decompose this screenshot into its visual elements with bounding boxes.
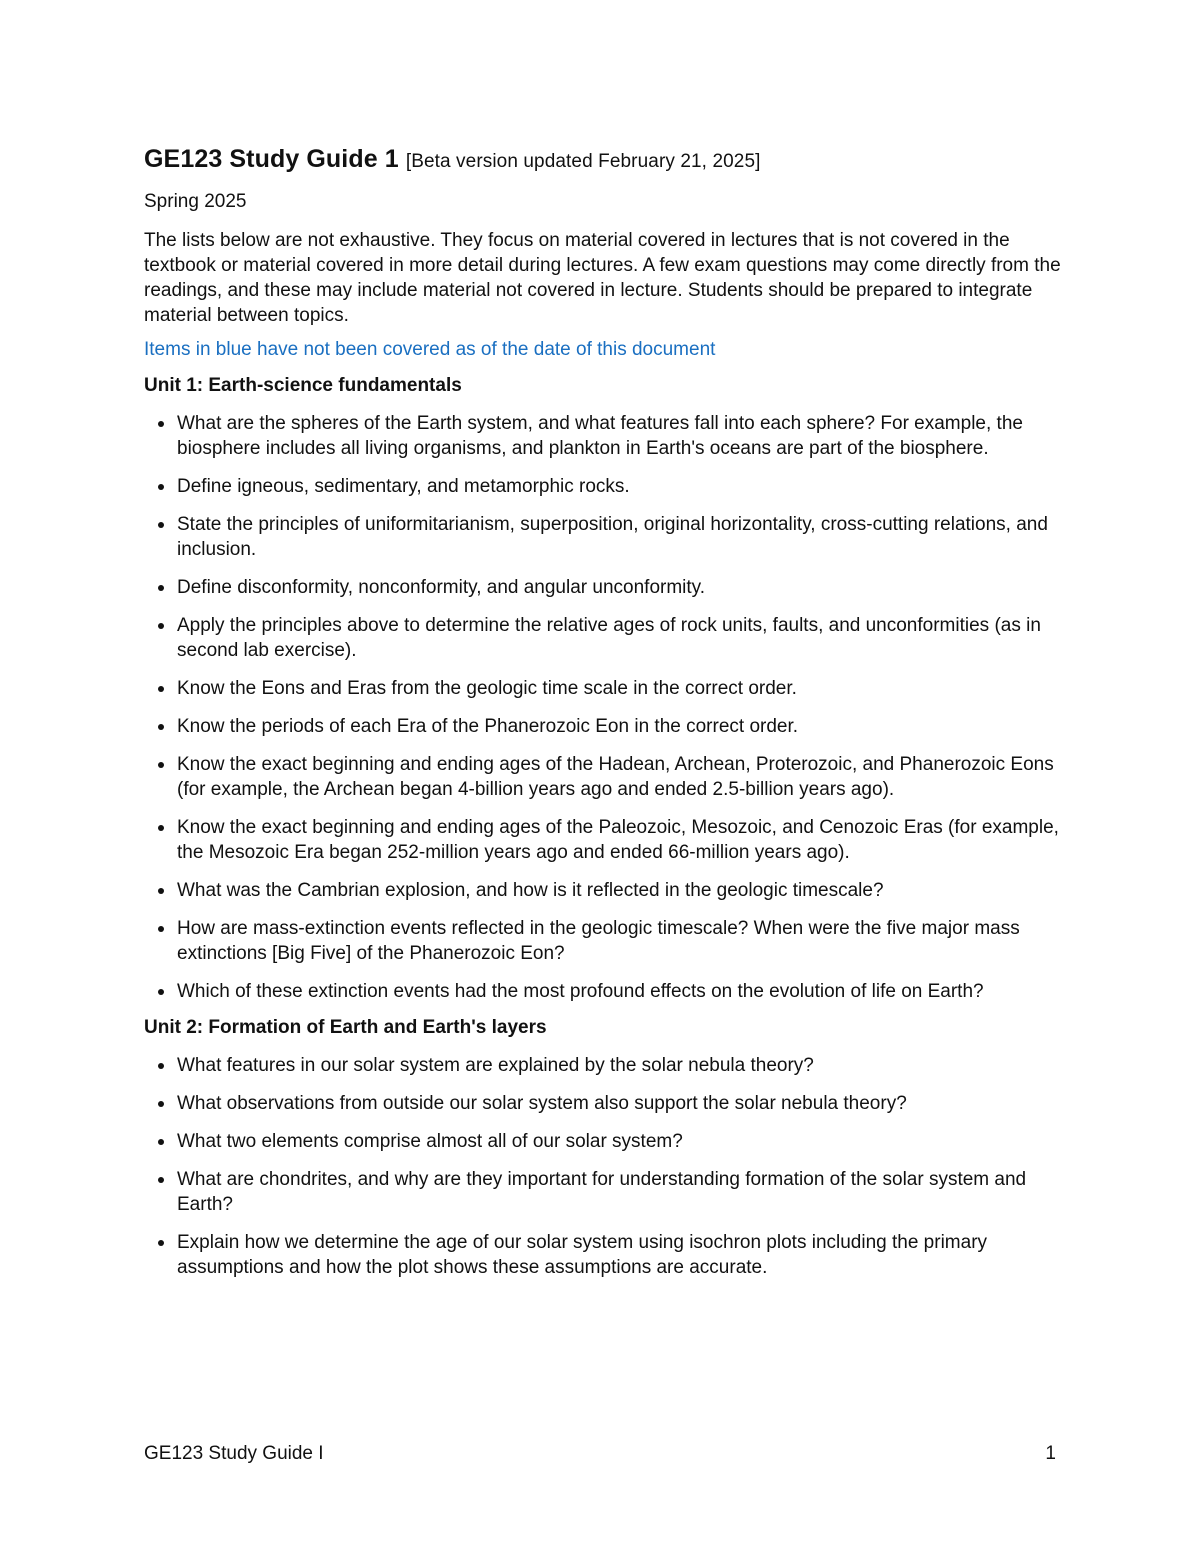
list-item-text: Know the Eons and Eras from the geologic time scale in the correct order.: [177, 678, 797, 699]
bullet-icon: [158, 585, 164, 591]
bullet-icon: [158, 484, 164, 490]
list-item-text: Define igneous, sedimentary, and metamorphic rocks.: [177, 476, 630, 497]
list-item-text: State the principles of uniformitarianism, superposition, original horizontality, cross-cutting relations, and inclusion.: [177, 514, 1048, 560]
blue-items-note: Items in blue have not been covered as of the date of this document: [144, 339, 716, 360]
list-item-text: How are mass-extinction events reflected in the geologic timescale? When were the five major mass extinctions [Big Five] of the Phanerozoic Eon?: [177, 918, 1020, 964]
title-version-note: [Beta version updated February 21, 2025]: [405, 151, 761, 172]
list-item: [144, 676, 1064, 701]
bullet-icon: [158, 1101, 164, 1107]
list-item: [144, 979, 1064, 1004]
bullet-icon: [158, 421, 164, 427]
unit-1-heading: Unit 1: Earth-science fundamentals: [144, 375, 462, 396]
list-item: [144, 878, 1064, 903]
list-item: [144, 411, 1064, 461]
bullet-icon: [158, 724, 164, 730]
bullet-icon: [158, 1240, 164, 1246]
list-item-text: Know the exact beginning and ending ages of the Hadean, Archean, Proterozoic, and Phanerozoic Eons (for example, the Archean began 4-billion years ago and ended 2.5-billion years ago).: [177, 754, 1054, 800]
bullet-icon: [158, 1139, 164, 1145]
unit-1-list: [144, 411, 1064, 1004]
list-item-text: What observations from outside our solar system also support the solar nebula theory?: [177, 1093, 907, 1114]
bullet-icon: [158, 825, 164, 831]
list-item: [144, 1129, 1064, 1154]
document-title: [144, 141, 1064, 180]
list-item-text: Explain how we determine the age of our solar system using isochron plots including the primary assumptions and how the plot shows these assumptions are accurate.: [177, 1232, 988, 1278]
list-item-text: Which of these extinction events had the most profound effects on the evolution of life on Earth?: [177, 981, 984, 1002]
list-item-text: Define disconformity, nonconformity, and angular unconformity.: [177, 577, 706, 598]
bullet-icon: [158, 686, 164, 692]
list-item: [144, 613, 1064, 663]
list-item: [144, 1230, 1064, 1280]
list-item-text: Apply the principles above to determine the relative ages of rock units, faults, and unconformities (as in second lab exercise).: [177, 615, 1041, 661]
list-item: [144, 1167, 1064, 1217]
list-item: [144, 916, 1064, 966]
intro-paragraph: The lists below are not exhaustive. They focus on material covered in lectures that is not covered in the textbook or material covered in more detail during lectures. A few exam questions may come directly from the readings, and these may include material not covered in lecture. Students should be prepared to integrate material between topics.: [144, 230, 1061, 326]
list-item: [144, 815, 1064, 865]
list-item-text: Know the periods of each Era of the Phanerozoic Eon in the correct order.: [177, 716, 799, 737]
bullet-icon: [158, 888, 164, 894]
list-item-text: What was the Cambrian explosion, and how is it reflected in the geologic timescale?: [177, 880, 884, 901]
bullet-icon: [158, 623, 164, 629]
page-content: [144, 141, 1064, 1280]
list-item-text: What two elements comprise almost all of our solar system?: [177, 1131, 683, 1152]
footer-title: GE123 Study Guide I: [144, 1443, 324, 1464]
bullet-icon: [158, 522, 164, 528]
list-item: [144, 1053, 1064, 1078]
unit-2-list: [144, 1053, 1064, 1280]
list-item: [144, 474, 1064, 499]
list-item: [144, 1091, 1064, 1116]
list-item-text: What are chondrites, and why are they important for understanding formation of the solar system and Earth?: [177, 1169, 1027, 1215]
list-item: [144, 752, 1064, 802]
bullet-icon: [158, 989, 164, 995]
list-item: [144, 714, 1064, 739]
term-label: Spring 2025: [144, 191, 247, 212]
list-item-text: What are the spheres of the Earth system, and what features fall into each sphere? For example, the biosphere includes all living organisms, and plankton in Earth's oceans are part of the biosphere.: [177, 413, 1023, 459]
bullet-icon: [158, 1177, 164, 1183]
list-item-text: Know the exact beginning and ending ages of the Paleozoic, Mesozoic, and Cenozoic Eras (for example, the Mesozoic Era began 252-million years ago and ended 66-million years ago).: [177, 817, 1059, 863]
page-number: 1: [1045, 1443, 1056, 1464]
list-item: [144, 512, 1064, 562]
list-item-text: What features in our solar system are explained by the solar nebula theory?: [177, 1055, 814, 1076]
title-main: GE123 Study Guide 1: [144, 145, 399, 173]
bullet-icon: [158, 1063, 164, 1069]
bullet-icon: [158, 762, 164, 768]
list-item: [144, 575, 1064, 600]
unit-2-heading: Unit 2: Formation of Earth and Earth's layers: [144, 1017, 547, 1038]
bullet-icon: [158, 926, 164, 932]
